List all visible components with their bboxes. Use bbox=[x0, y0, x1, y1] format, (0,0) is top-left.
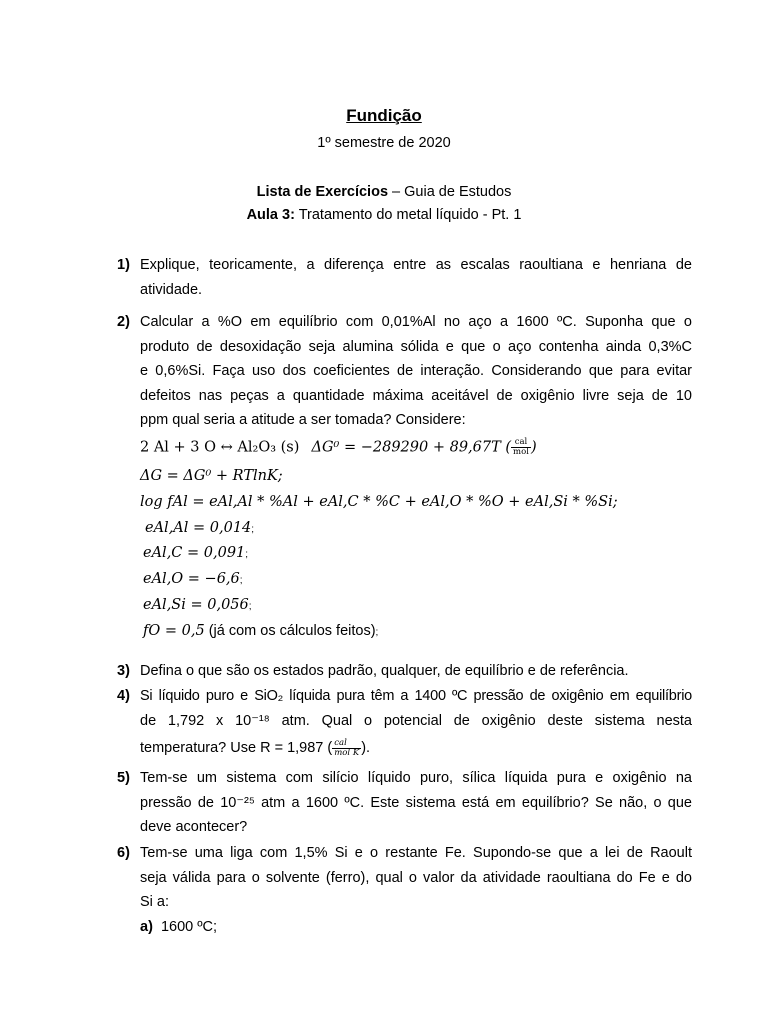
coefficient-fo: fO = 0,5 (já com os cálculos feitos); bbox=[143, 623, 379, 639]
question-number: 3) bbox=[117, 663, 130, 679]
page-title: Fundição bbox=[346, 106, 422, 125]
question-5 bbox=[117, 766, 692, 840]
question-number: 5) bbox=[117, 770, 130, 786]
sub-item-label: a) bbox=[140, 918, 153, 935]
fo-note: (já com os cálculos feitos) bbox=[208, 623, 376, 639]
class-heading bbox=[0, 207, 768, 223]
list-subtitle: – Guia de Estudos bbox=[392, 184, 512, 200]
unit-fraction: $\frac{\text{cal}}{\text{mol K}}$ bbox=[334, 737, 360, 758]
semester-text: 1º semestre de 2020 bbox=[317, 135, 451, 151]
question-number: 2) bbox=[117, 314, 130, 330]
equation-reaction: 2 Al + 3 O ↔ Al₂O₃ (s) ΔG⁰ = −289290 + 89,67T ( $\frac{\text{cal}}{\text{mol}}$ ) bbox=[140, 437, 537, 457]
question-text-line: defeitos nas peças a quantidade máxima aceitável de oxigênio livre seja de 10 bbox=[140, 387, 692, 404]
question-4 bbox=[117, 684, 692, 761]
question-text-line: Si a: bbox=[140, 894, 170, 910]
question-1 bbox=[117, 253, 692, 302]
question-text-line: deve acontecer? bbox=[140, 819, 248, 835]
question-number: 4) bbox=[117, 688, 130, 704]
sub-item-a bbox=[140, 915, 692, 940]
question-text-line: ppm qual seria a atitude a ser tomada? Considere: bbox=[140, 412, 466, 428]
question-number: 1) bbox=[117, 257, 130, 273]
question-text-line: de 1,792 x 10⁻¹⁸ atm. Qual o potencial de oxigênio deste sistema nesta bbox=[140, 712, 692, 729]
coefficient-al-si: eAl,Si = 0,056; bbox=[143, 597, 252, 613]
question-text-line: produto de desoxidação seja alumina sólida e que o aço contenha ainda 0,3%C bbox=[140, 338, 692, 355]
question-number: 6) bbox=[117, 845, 130, 861]
question-text-line: e 0,6%Si. Faça uso dos coeficientes de interação. Considerando que para evitar bbox=[140, 363, 692, 379]
sub-item-text: 1600 ºC; bbox=[160, 918, 218, 935]
question-text-line: Calcular a %O em equilíbrio com 0,01%Al no aço a 1600 ºC. Suponha que o bbox=[140, 314, 692, 330]
question-text-line: Si líquido puro e SiO₂ líquida pura têm a 1400 ºC pressão de oxigênio em equilíbrio bbox=[140, 688, 692, 704]
question-3 bbox=[117, 659, 692, 684]
question-text-line: pressão de 10⁻²⁵ atm a 1600 ºC. Este sistema está em equilíbrio? Se não, o que bbox=[140, 794, 692, 811]
unit-fraction: $\frac{\text{cal}}{\text{mol}}$ bbox=[513, 437, 529, 457]
question-text-line: seja válida para o solvente (ferro), qual o valor da atividade raoultiana do Fe e do bbox=[140, 869, 692, 886]
coefficient-al-al: eAl,Al = 0,014; bbox=[145, 520, 255, 536]
question-text-line: Tem-se um sistema com silício líquido puro, sílica líquida pura e oxigênio na bbox=[140, 770, 692, 786]
coefficient-al-c: eAl,C = 0,091; bbox=[143, 545, 249, 561]
question-text-line: Tem-se uma liga com 1,5% Si e o restante Fe. Supondo-se que a lei de Raoult bbox=[140, 845, 692, 861]
gibbs-expression: ΔG⁰ = −289290 + 89,67T ( bbox=[311, 439, 512, 456]
question-text-line: Explique, teoricamente, a diferença entre as escalas raoultiana e henriana de bbox=[140, 257, 692, 273]
class-subtitle: Tratamento do metal líquido - Pt. 1 bbox=[298, 207, 522, 223]
question-text-line: temperatura? Use R = 1,987 ( $\frac{\text{cal}}{\text{mol K}}$ ). bbox=[140, 737, 371, 758]
reaction-text: 2 Al + 3 O ↔ Al₂O₃ (s) bbox=[140, 439, 300, 456]
question-2 bbox=[117, 310, 692, 433]
list-heading bbox=[0, 184, 768, 200]
equation-gibbs: ΔG = ΔG⁰ + RTlnK; bbox=[140, 468, 283, 484]
question-text-line: Defina o que são os estados padrão, qualquer, de equilíbrio e de referência. bbox=[140, 663, 629, 679]
class-label: Aula 3: bbox=[246, 207, 295, 223]
question-text-line: atividade. bbox=[140, 281, 203, 298]
question-6 bbox=[117, 841, 692, 939]
equation-activity-log: log fAl = eAl,Al * %Al + eAl,C * %C + eAl,O * %O + eAl,Si * %Si; bbox=[140, 494, 618, 510]
list-label: Lista de Exercícios bbox=[256, 184, 389, 200]
coefficient-al-o: eAl,O = −6,6; bbox=[143, 571, 243, 587]
